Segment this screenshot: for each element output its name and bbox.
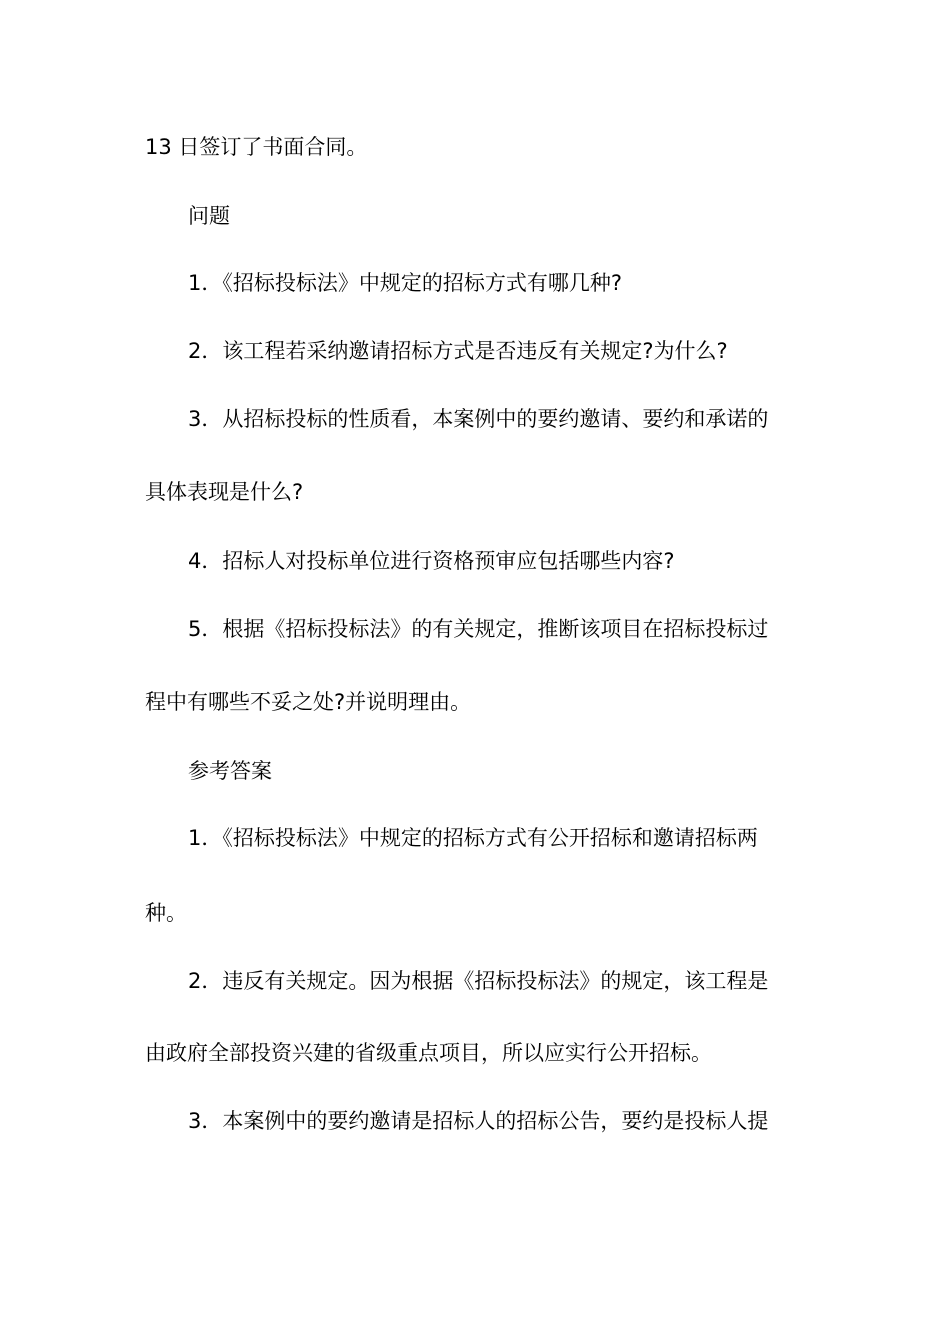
question-2: 2．该工程若采纳邀请招标方式是否违反有关规定?为什么? [188, 339, 728, 363]
question-5-line-1: 5．根据《招标投标法》的有关规定，推断该项目在招标投标过 [188, 617, 769, 641]
answer-1-line-1: 1．《招标投标法》中规定的招标方式有公开招标和邀请招标两 [188, 826, 758, 850]
question-1: 1．《招标投标法》中规定的招标方式有哪几种? [188, 271, 623, 295]
question-3-line-1: 3．从招标投标的性质看，本案例中的要约邀请、要约和承诺的 [188, 407, 769, 431]
text-line-1: 13 日签订了书面合同。 [145, 135, 368, 159]
section-heading-questions: 问题 [188, 204, 230, 228]
answer-3-line-1: 3．本案例中的要约邀请是招标人的招标公告，要约是投标人提 [188, 1109, 769, 1133]
answer-2-line-1: 2．违反有关规定。因为根据《招标投标法》的规定，该工程是 [188, 969, 769, 993]
question-4: 4．招标人对投标单位进行资格预审应包括哪些内容? [188, 549, 675, 573]
answer-2-line-2: 由政府全部投资兴建的省级重点项目，所以应实行公开招标。 [145, 1041, 712, 1065]
question-3-line-2: 具体表现是什么? [145, 480, 304, 504]
answer-1-line-2: 种。 [145, 901, 187, 925]
section-heading-answers: 参考答案 [188, 759, 272, 783]
question-5-line-2: 程中有哪些不妥之处?并说明理由。 [145, 690, 472, 714]
